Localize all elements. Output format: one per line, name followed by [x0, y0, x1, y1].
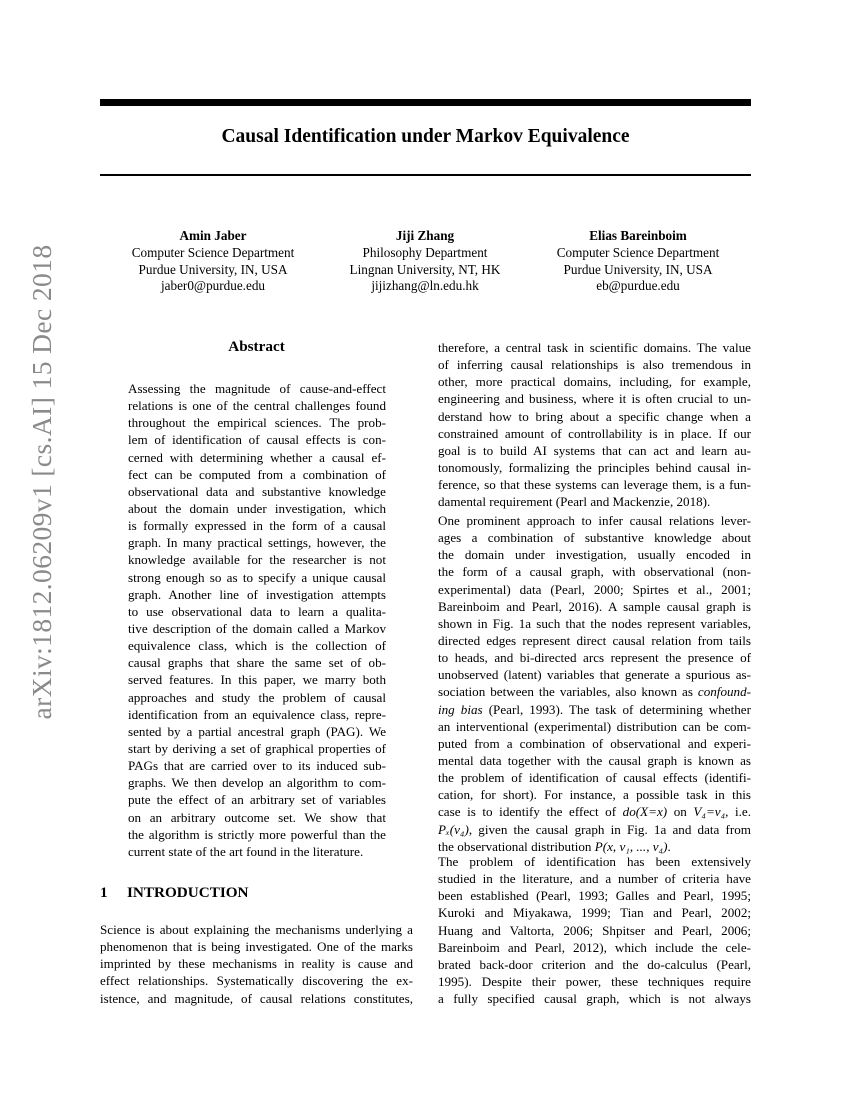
abstract-line: is formally expressed in the form of a causal	[128, 518, 386, 534]
abstract-line: pute the effect of an arbitrary set of variables	[128, 792, 386, 808]
abstract-heading: Abstract	[228, 338, 285, 355]
body-line: constrained amount of controllability is in place. If our	[438, 425, 751, 441]
body-line	[438, 803, 751, 820]
right-paragraph-3	[438, 853, 751, 1007]
body-line: Huang and Valtorta, 2006; Shpitser and Pearl, 2006;	[438, 922, 751, 938]
abstract-line: served features. In this paper, we marry both	[128, 672, 386, 688]
body-line: derstand how to bring about a specific change when a	[438, 408, 751, 424]
intro-line: imprinted by these mechanisms in reality is cause and	[100, 956, 413, 972]
body-line: Bareinboim and Pearl, 2016). A sample causal graph is	[438, 598, 751, 614]
section-title: INTRODUCTION	[127, 884, 249, 901]
intro-line: effect relationships. Systematically discovering the ex-	[100, 973, 413, 989]
abstract-line: about the domain under investigation, which	[128, 500, 386, 516]
body-line: mental data together with the causal graph is known as	[438, 752, 751, 768]
abstract-line: approaches and study the problem of causal	[128, 689, 386, 705]
author-dept: Computer Science Department	[131, 244, 295, 260]
abstract-line: graph. In many practical settings, however, the	[128, 535, 386, 551]
author-name: Elias Bareinboim	[589, 228, 687, 243]
abstract-line: relations is one of the central challenges found	[128, 398, 386, 414]
abstract-line: cerned with determining whether a causal ef-	[128, 449, 386, 465]
paper-title: Causal Identification under Markov Equivalence	[221, 126, 630, 147]
abstract-line: identification from an equivalence class, repre-	[128, 706, 386, 722]
abstract-line: observational data and substantive knowledge	[128, 483, 386, 499]
body-line: The problem of identification has been extensively	[438, 854, 751, 869]
abstract-line: sented by a partial ancestral graph (PAG). We	[128, 723, 386, 739]
body-text: .	[667, 838, 671, 854]
body-text: (Pearl, 1993). The task of determining whether	[482, 701, 751, 717]
body-line: a fully specified causal graph, which is not always	[438, 991, 751, 1007]
author-email: eb@purdue.edu	[596, 278, 680, 294]
author-name: Amin Jaber	[179, 228, 247, 243]
top-rule	[100, 99, 751, 106]
abstract-line: strong enough so as to specify a unique causal	[128, 569, 386, 585]
abstract-line: knowledge available for the researcher is not	[128, 552, 386, 568]
abstract-line: lem of identification of causal effects is con-	[128, 432, 386, 448]
abstract-line: throughout the empirical sciences. The prob-	[128, 415, 386, 431]
body-line: an interventional (experimental) distribution can be com-	[438, 718, 751, 734]
author-block	[98, 228, 328, 295]
title-rule	[100, 174, 751, 176]
abstract-line: current state of the art found in the literature.	[128, 843, 364, 859]
body-line: experimental) data (Pearl, 2000; Spirtes et al., 2001;	[438, 581, 751, 597]
body-line: damental requirement (Pearl and Mackenzie, 2018).	[438, 494, 711, 510]
body-line: studied in the literature, and a number of criteria have	[438, 871, 751, 887]
intro-line: phenomenon that is being investigated. One of the marks	[100, 939, 413, 955]
abstract-line: start by deriving a set of graphical properties of	[128, 740, 386, 756]
body-line: 1995). Despite their power, these techniques require	[438, 973, 751, 989]
body-line: cation, for short). For instance, a possible task in this	[438, 787, 751, 803]
body-line	[438, 821, 751, 838]
body-line	[438, 701, 751, 718]
right-paragraph-2	[438, 512, 751, 855]
body-line: unobserved (latent) variables that generate a spurious as-	[438, 667, 751, 683]
body-line: Bareinboim and Pearl, 2012), which include the cele-	[438, 939, 751, 955]
body-line: the problem of identification of causal effects (identifi-	[438, 770, 751, 786]
math-do-expression: do(X=x)	[622, 804, 668, 820]
math-distribution-expression: P(x, v₁, ..., v₄)	[594, 838, 668, 854]
abstract-line: the algorithm is strictly more powerful than the	[128, 826, 386, 842]
body-line: tonomously, formalizing the principles behind causal in-	[438, 459, 751, 475]
body-line: goal is to build AI systems that can act and learn au-	[438, 442, 751, 458]
math-v4-expression: V₄=v₄	[693, 804, 726, 820]
intro-paragraph	[100, 921, 413, 1007]
body-line: puted from a combination of observational and experi-	[438, 735, 751, 751]
body-line: shown in Fig. 1a such that the nodes represent variables,	[438, 615, 751, 631]
body-line	[438, 683, 751, 700]
body-text: on	[667, 804, 694, 820]
body-line: been established (Pearl, 1993; Galles and Pearl, 1995;	[438, 888, 751, 904]
body-line: therefore, a central task in scientific domains. The value	[438, 340, 751, 355]
abstract-line: equivalence class, which is the collection of	[128, 638, 386, 654]
math-px-expression: Pₓ(v₄)	[438, 821, 469, 837]
body-line: the form of a causal graph, with observational (non-	[438, 564, 751, 580]
abstract-line: Assessing the magnitude of cause-and-effect	[128, 381, 386, 396]
abstract-line: fect can be computed from a combination of	[128, 466, 386, 482]
body-line: the domain under investigation, usually encoded in	[438, 547, 751, 563]
author-block	[310, 228, 540, 295]
body-line: engineering and business, where it is often crucial to un-	[438, 391, 751, 407]
body-line: other, more practical domains, including, for example,	[438, 374, 751, 390]
intro-line: Science is about explaining the mechanisms underlying a	[100, 922, 413, 937]
body-line: brated back-door criterion and the do-calculus (Pearl,	[438, 956, 751, 972]
right-paragraph-1	[438, 339, 751, 510]
author-affiliation: Purdue University, IN, USA	[138, 261, 288, 277]
arxiv-stamp-text: arXiv:1812.06209v1 [cs.AI] 15 Dec 2018	[26, 244, 57, 720]
body-line: of inferring causal relationships is also tremendous in	[438, 357, 751, 373]
emphasis-term: confound-	[697, 684, 751, 700]
abstract-body	[128, 380, 386, 860]
body-text: , i.e.	[725, 804, 751, 820]
author-affiliation: Purdue University, IN, USA	[563, 261, 713, 277]
abstract-line: graph. Another line of investigation attempts	[128, 586, 386, 602]
body-line: ference, so that these systems can leverage them, is a fun-	[438, 477, 751, 493]
body-line: directed edges represent direct causal relation from tails	[438, 632, 751, 648]
body-text: the observational distribution	[438, 838, 595, 854]
abstract-line: to use observational data to learn a qualita-	[128, 603, 386, 619]
abstract-line: PAGs that are carried over to its induced sub-	[128, 758, 386, 774]
body-text: sociation between the variables, also known as	[438, 684, 693, 700]
author-name: Jiji Zhang	[395, 228, 455, 243]
body-line: ages a combination of substantive knowledge about	[438, 530, 751, 546]
section-number: 1	[100, 884, 108, 901]
body-line: to heads, and bi-directed arcs represent the presence of	[438, 650, 751, 666]
body-line: Kuroki and Miyakawa, 1999; Tian and Pearl, 2002;	[438, 905, 751, 921]
author-block	[523, 228, 753, 295]
body-text: , given the causal graph in Fig. 1a and data from	[468, 821, 751, 837]
section-heading	[100, 884, 249, 902]
abstract-line: causal graphs that share the same set of ob-	[128, 655, 386, 671]
author-dept: Computer Science Department	[556, 244, 720, 260]
author-email: jijizhang@ln.edu.hk	[371, 278, 479, 294]
abstract-line: graphs. We then develop an algorithm to com-	[128, 775, 386, 791]
body-line: One prominent approach to infer causal relations lever-	[438, 513, 751, 528]
emphasis-term: ing bias	[438, 701, 483, 717]
abstract-line: tive description of the domain called a Markov	[128, 620, 386, 636]
author-dept: Philosophy Department	[362, 244, 488, 260]
intro-line: istence, and magnitude, of causal relations constitutes,	[100, 990, 413, 1006]
author-affiliation: Lingnan University, NT, HK	[349, 261, 501, 277]
abstract-line: on an arbitrary outcome set. We show that	[128, 809, 386, 825]
author-email: jaber0@purdue.edu	[160, 278, 266, 294]
body-text: case is to identify the effect of	[438, 804, 623, 820]
